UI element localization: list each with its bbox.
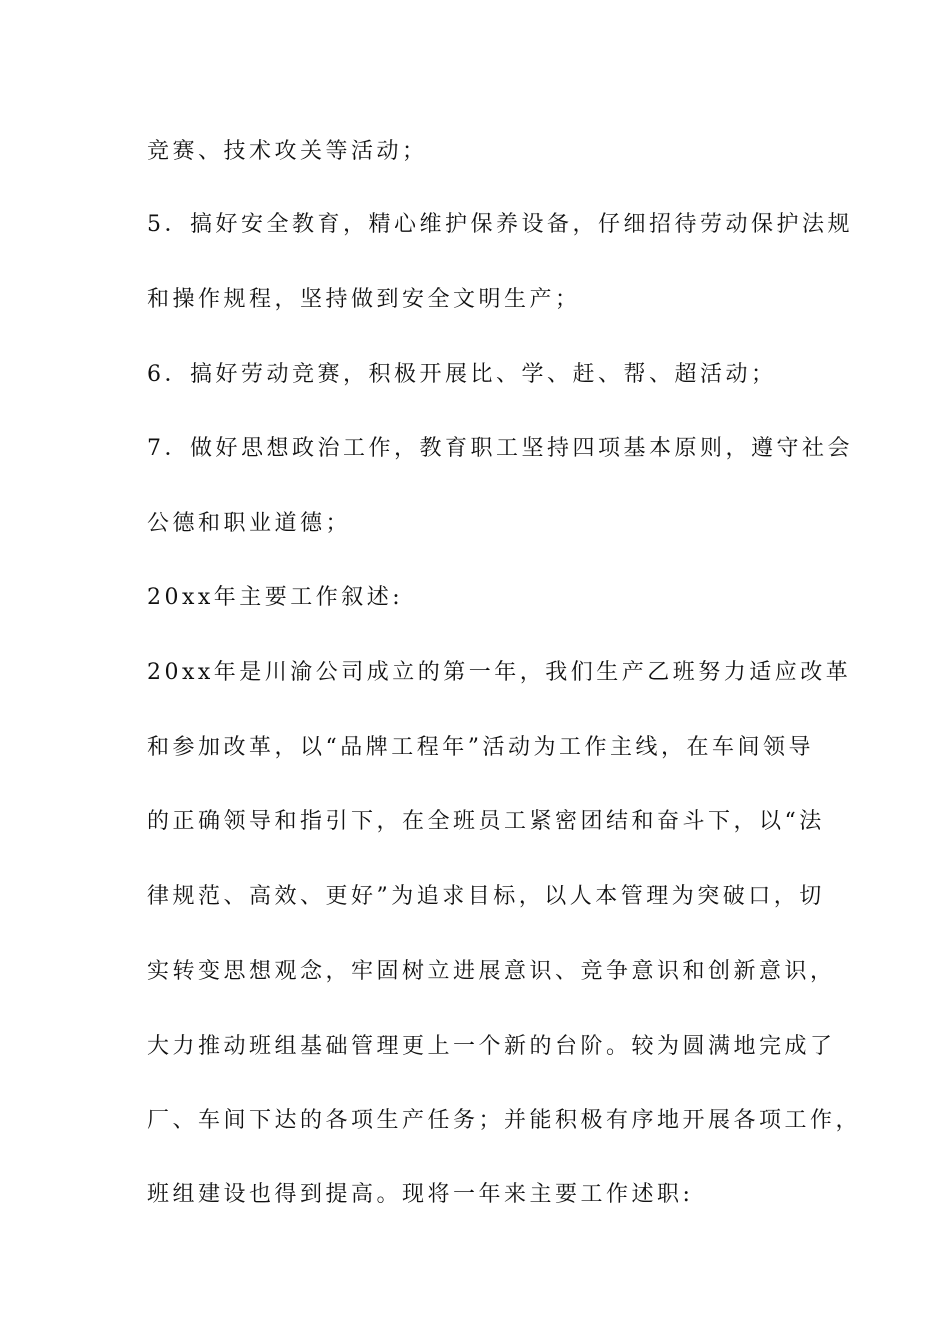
text-line: 20xx年是川渝公司成立的第一年，我们生产乙班努力适应改革 bbox=[147, 660, 852, 685]
text-line: 律规范、高效、更好”为追求目标，以人本管理为突破口，切 bbox=[147, 884, 825, 909]
text-line: 厂、车间下达的各项生产任务；并能积极有序地开展各项工作， bbox=[147, 1108, 862, 1133]
text-line: 和操作规程，坚持做到安全文明生产； bbox=[147, 287, 581, 312]
text-line: 7．做好思想政治工作，教育职工坚持四项基本原则，遵守社会 bbox=[147, 436, 853, 461]
text-line: 班组建设也得到提高。现将一年来主要工作述职: bbox=[147, 1182, 694, 1207]
text-line: 大力推动班组基础管理更上一个新的台阶。较为圆满地完成了 bbox=[147, 1034, 836, 1059]
text-line: 5．搞好安全教育，精心维护保养设备，仔细招待劳动保护法规 bbox=[147, 212, 853, 237]
text-line: 竞赛、技术攻关等活动； bbox=[147, 139, 428, 164]
text-line: 公德和职业道德； bbox=[147, 511, 352, 536]
text-line: 实转变思想观念，牢固树立进展意识、竞争意识和创新意识， bbox=[147, 959, 836, 984]
section-heading: 20xx年主要工作叙述: bbox=[147, 585, 404, 610]
text-line: 6．搞好劳动竞赛，积极开展比、学、赶、帮、超活动； bbox=[147, 362, 777, 387]
text-line: 的正确领导和指引下，在全班员工紧密团结和奋斗下，以“法 bbox=[147, 809, 825, 834]
text-line: 和参加改革，以“品牌工程年”活动为工作主线，在车间领导 bbox=[147, 735, 814, 760]
